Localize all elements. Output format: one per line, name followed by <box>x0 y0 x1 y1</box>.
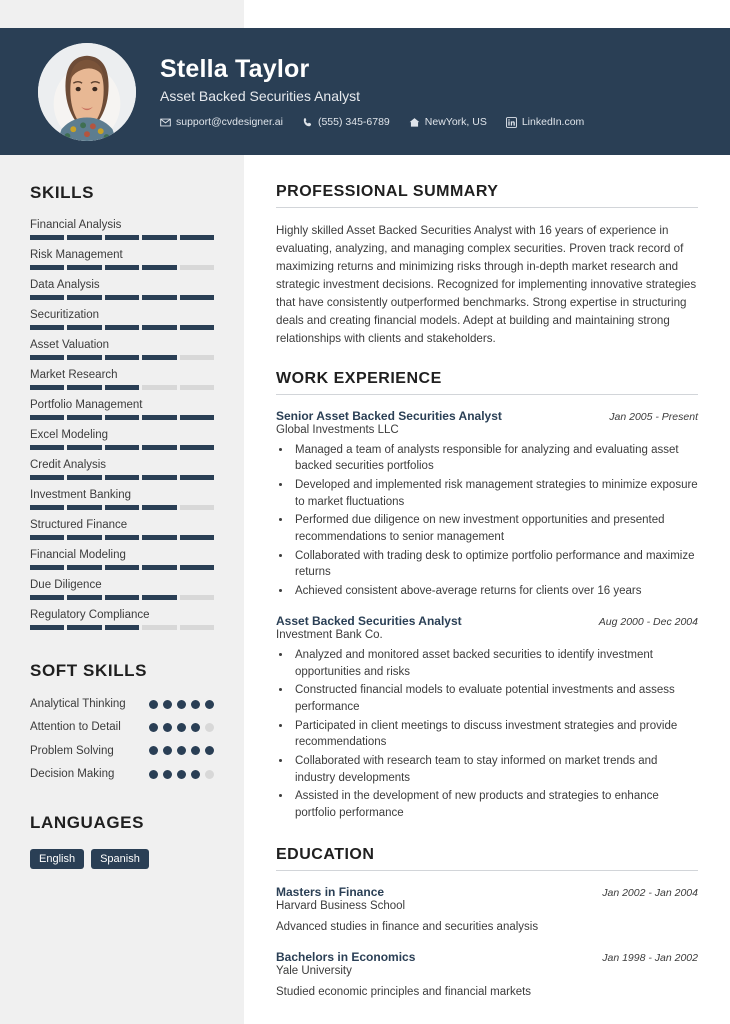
language-tag: English <box>30 849 84 869</box>
skill-item <box>30 309 214 330</box>
skill-label: Financial Modeling <box>30 549 126 561</box>
skill-bar-segment <box>105 625 139 630</box>
education-description: Advanced studies in finance and securities analysis <box>276 920 539 933</box>
skill-item <box>30 369 214 390</box>
skill-bar-segment <box>180 325 214 330</box>
skill-bar-segment <box>180 385 214 390</box>
soft-skill-item <box>30 767 214 781</box>
experience-bullet: • Performed due diligence on new investment opportunities and presented recommendations to senior management <box>292 512 698 545</box>
experience-title: Senior Asset Backed Securities Analyst <box>276 408 502 423</box>
education-entry-header <box>276 950 698 964</box>
skill-bar-segment <box>67 325 101 330</box>
skill-bar-segment <box>142 265 176 270</box>
contact-linkedin-text: LinkedIn.com <box>521 116 585 129</box>
skill-bar-segment <box>67 295 101 300</box>
skill-label: Financial Analysis <box>30 219 122 231</box>
rating-dot <box>191 700 200 709</box>
skill-level-bar <box>30 505 214 510</box>
experience-entry-header <box>276 614 698 628</box>
rating-dot <box>149 700 158 709</box>
soft-skill-label: Decision Making <box>30 768 115 781</box>
skill-bar-segment <box>30 475 64 480</box>
skill-bar-segment <box>30 505 64 510</box>
skill-item <box>30 249 214 270</box>
skill-label: Credit Analysis <box>30 459 107 471</box>
skill-bar-segment <box>142 505 176 510</box>
contact-phone-text: (555) 345-6789 <box>317 116 390 129</box>
experience-bullet: • Collaborated with trading desk to optimize portfolio performance and maximize returns <box>292 548 698 581</box>
profile-photo-icon <box>38 43 136 141</box>
skill-bar-segment <box>142 595 176 600</box>
skills-heading: SKILLS <box>30 183 95 202</box>
skill-bar-segment <box>105 595 139 600</box>
languages-list <box>30 849 214 869</box>
skill-item <box>30 489 214 510</box>
experience-bullet: • Analyzed and monitored asset backed securities to identify investment opportunities and risks <box>292 647 698 680</box>
rating-dot <box>163 770 172 779</box>
soft-skill-rating <box>149 770 214 779</box>
education-date: Jan 1998 - Jan 2002 <box>602 951 698 964</box>
skill-bar-segment <box>142 415 176 420</box>
skill-bar-segment <box>180 295 214 300</box>
rating-dot <box>149 746 158 755</box>
rating-dot <box>177 700 186 709</box>
rating-dot <box>205 746 214 755</box>
skill-bar-segment <box>67 265 101 270</box>
home-icon <box>409 117 420 128</box>
rating-dot <box>163 746 172 755</box>
contact-phone[interactable] <box>302 116 390 128</box>
skill-bar-segment <box>180 565 214 570</box>
skill-bar-segment <box>180 355 214 360</box>
skill-level-bar <box>30 295 214 300</box>
skill-bar-segment <box>105 505 139 510</box>
skill-bar-segment <box>180 625 214 630</box>
skill-bar-segment <box>105 235 139 240</box>
skill-bar-segment <box>142 445 176 450</box>
experience-heading: WORK EXPERIENCE <box>276 370 698 395</box>
soft-skill-label: Analytical Thinking <box>30 698 126 710</box>
skill-item <box>30 519 214 540</box>
rating-dot <box>205 700 214 709</box>
contact-list <box>160 116 584 128</box>
skill-bar-segment <box>30 535 64 540</box>
skill-level-bar <box>30 595 214 600</box>
skill-bar-segment <box>67 445 101 450</box>
skill-bar-segment <box>180 505 214 510</box>
rating-dot <box>191 723 200 732</box>
skill-bar-segment <box>142 475 176 480</box>
skill-bar-segment <box>67 235 101 240</box>
skill-label: Regulatory Compliance <box>30 609 150 621</box>
education-list <box>276 885 698 1002</box>
experience-title: Asset Backed Securities Analyst <box>276 613 462 628</box>
skill-level-bar <box>30 235 214 240</box>
skill-level-bar <box>30 355 214 360</box>
skill-label: Market Research <box>30 369 118 381</box>
skill-bar-segment <box>105 535 139 540</box>
skill-label: Due Diligence <box>30 579 102 591</box>
skill-bar-segment <box>142 565 176 570</box>
education-degree: Masters in Finance <box>276 884 385 899</box>
skill-item <box>30 339 214 360</box>
skill-bar-segment <box>30 625 64 630</box>
rating-dot <box>205 723 214 732</box>
soft-skill-item <box>30 744 214 758</box>
skill-item <box>30 579 214 600</box>
skill-bar-segment <box>105 295 139 300</box>
skill-bar-segment <box>105 355 139 360</box>
rating-dot <box>149 723 158 732</box>
soft-skill-item <box>30 697 214 711</box>
skill-bar-segment <box>30 355 64 360</box>
skill-bar-segment <box>180 265 214 270</box>
main-content <box>244 155 730 1015</box>
skill-item <box>30 549 214 570</box>
job-title: Asset Backed Securities Analyst <box>160 88 360 105</box>
experience-bullets <box>292 442 698 600</box>
contact-email-text: support@cvdesigner.ai <box>176 116 283 129</box>
skill-level-bar <box>30 265 214 270</box>
envelope-icon <box>160 117 171 128</box>
skill-bar-segment <box>67 505 101 510</box>
skill-bar-segment <box>30 445 64 450</box>
skill-label: Investment Banking <box>30 489 132 501</box>
skill-bar-segment <box>67 595 101 600</box>
skill-bar-segment <box>30 295 64 300</box>
skill-bar-segment <box>142 535 176 540</box>
education-school: Harvard Business School <box>276 899 406 912</box>
skills-list <box>30 219 214 630</box>
skill-bar-segment <box>142 355 176 360</box>
skill-bar-segment <box>142 295 176 300</box>
rating-dot <box>149 770 158 779</box>
skill-label: Securitization <box>30 309 100 321</box>
education-entry <box>276 950 698 1001</box>
rating-dot <box>163 700 172 709</box>
skill-label: Structured Finance <box>30 519 128 531</box>
skill-bar-segment <box>105 325 139 330</box>
experience-bullet: • Developed and implemented risk management strategies to minimize exposure to market fluctuations <box>292 477 698 510</box>
education-heading: EDUCATION <box>276 846 698 871</box>
header-text-block <box>160 55 584 129</box>
skill-bar-segment <box>67 415 101 420</box>
experience-company: Global Investments LLC <box>276 423 399 436</box>
summary-heading: PROFESSIONAL SUMMARY <box>276 183 698 208</box>
languages-heading: LANGUAGES <box>30 812 145 832</box>
skill-bar-segment <box>105 445 139 450</box>
skill-item <box>30 429 214 450</box>
rating-dot <box>191 746 200 755</box>
rating-dot <box>205 770 214 779</box>
experience-bullet: • Managed a team of analysts responsible for analyzing and evaluating asset backed securities portfolios <box>292 442 698 475</box>
skill-level-bar <box>30 535 214 540</box>
skill-label: Excel Modeling <box>30 429 108 441</box>
experience-bullet: • Achieved consistent above-average returns for clients over 16 years <box>292 583 698 600</box>
education-entry-header <box>276 885 698 899</box>
skill-bar-segment <box>30 415 64 420</box>
skill-bar-segment <box>180 535 214 540</box>
skill-bar-segment <box>30 265 64 270</box>
skill-level-bar <box>30 565 214 570</box>
language-tag: Spanish <box>91 849 149 869</box>
experience-bullet: • Assisted in the development of new products and strategies to enhance portfolio performance <box>292 788 698 821</box>
skill-bar-segment <box>67 625 101 630</box>
rating-dot <box>177 723 186 732</box>
skill-bar-segment <box>30 385 64 390</box>
soft-skill-label: Attention to Detail <box>30 721 121 734</box>
rating-dot <box>177 746 186 755</box>
skill-bar-segment <box>105 415 139 420</box>
experience-date: Jan 2005 - Present <box>609 410 698 423</box>
skill-label: Portfolio Management <box>30 399 143 411</box>
rating-dot <box>163 723 172 732</box>
experience-entry <box>276 614 698 822</box>
rating-dot <box>191 770 200 779</box>
skill-label: Asset Valuation <box>30 339 110 351</box>
summary-text: Highly skilled Asset Backed Securities Analyst with 16 years of experience in evaluating, analyzing, and managing complex securities. Proven track record of maximizing returns and minimizing risks through in-depth market research and strategic investment decisions. Recognized for implementing innovative strategies that have consistently outperformed benchmarks. Strong expertise in structuring deals and creating financial models. Adept at building and maintaining strong relationships with clients and stakeholders. <box>276 224 697 345</box>
linkedin-icon <box>506 117 517 128</box>
skill-bar-segment <box>105 265 139 270</box>
skill-level-bar <box>30 415 214 420</box>
skill-bar-segment <box>105 475 139 480</box>
skill-bar-segment <box>142 385 176 390</box>
skill-level-bar <box>30 325 214 330</box>
soft-skills-list <box>30 697 214 782</box>
experience-date: Aug 2000 - Dec 2004 <box>598 615 698 628</box>
sidebar <box>0 155 244 869</box>
skill-bar-segment <box>142 325 176 330</box>
soft-skill-rating <box>149 723 214 732</box>
experience-bullet: • Collaborated with research team to stay informed on market trends and industry developments <box>292 753 698 786</box>
education-entry <box>276 885 698 936</box>
skill-bar-segment <box>30 235 64 240</box>
phone-icon <box>302 117 313 128</box>
skill-item <box>30 459 214 480</box>
soft-skills-heading: SOFT SKILLS <box>30 661 148 680</box>
skill-bar-segment <box>142 235 176 240</box>
experience-company: Investment Bank Co. <box>276 628 383 641</box>
skill-bar-segment <box>30 595 64 600</box>
skill-bar-segment <box>67 565 101 570</box>
experience-entry-header <box>276 409 698 423</box>
contact-location[interactable] <box>409 116 487 128</box>
skill-label: Data Analysis <box>30 279 100 291</box>
skill-bar-segment <box>180 235 214 240</box>
skill-bar-segment <box>67 475 101 480</box>
skill-bar-segment <box>67 355 101 360</box>
skill-bar-segment <box>105 565 139 570</box>
avatar <box>38 43 136 141</box>
education-description: Studied economic principles and financial markets <box>276 985 532 998</box>
contact-email[interactable] <box>160 116 283 128</box>
skill-bar-segment <box>180 595 214 600</box>
page-title: Stella Taylor <box>160 54 310 83</box>
skill-bar-segment <box>30 565 64 570</box>
soft-skill-rating <box>149 700 214 709</box>
skill-bar-segment <box>30 325 64 330</box>
skill-item <box>30 279 214 300</box>
skill-bar-segment <box>105 385 139 390</box>
education-date: Jan 2002 - Jan 2004 <box>602 886 698 899</box>
education-school: Yale University <box>276 964 352 977</box>
skill-label: Risk Management <box>30 249 123 261</box>
experience-bullets <box>292 647 698 822</box>
experience-entry <box>276 409 698 600</box>
skill-bar-segment <box>67 535 101 540</box>
skill-bar-segment <box>142 625 176 630</box>
skill-bar-segment <box>180 475 214 480</box>
soft-skill-label: Problem Solving <box>30 744 114 757</box>
contact-linkedin[interactable] <box>506 116 584 128</box>
skill-bar-segment <box>180 415 214 420</box>
skill-item <box>30 219 214 240</box>
skill-level-bar <box>30 385 214 390</box>
skill-item <box>30 609 214 630</box>
soft-skill-item <box>30 720 214 734</box>
skill-level-bar <box>30 445 214 450</box>
skill-level-bar <box>30 475 214 480</box>
skill-item <box>30 399 214 420</box>
education-degree: Bachelors in Economics <box>276 949 416 964</box>
experience-list <box>276 409 698 822</box>
skill-bar-segment <box>67 385 101 390</box>
skill-bar-segment <box>180 445 214 450</box>
rating-dot <box>177 770 186 779</box>
experience-bullet: • Constructed financial models to evaluate potential investments and assess performance <box>292 682 698 715</box>
resume-header <box>0 28 730 155</box>
soft-skill-rating <box>149 746 214 755</box>
experience-bullet: • Participated in client meetings to discuss investment strategies and provide recommendations <box>292 718 698 751</box>
contact-location-text: NewYork, US <box>424 116 487 129</box>
skill-level-bar <box>30 625 214 630</box>
